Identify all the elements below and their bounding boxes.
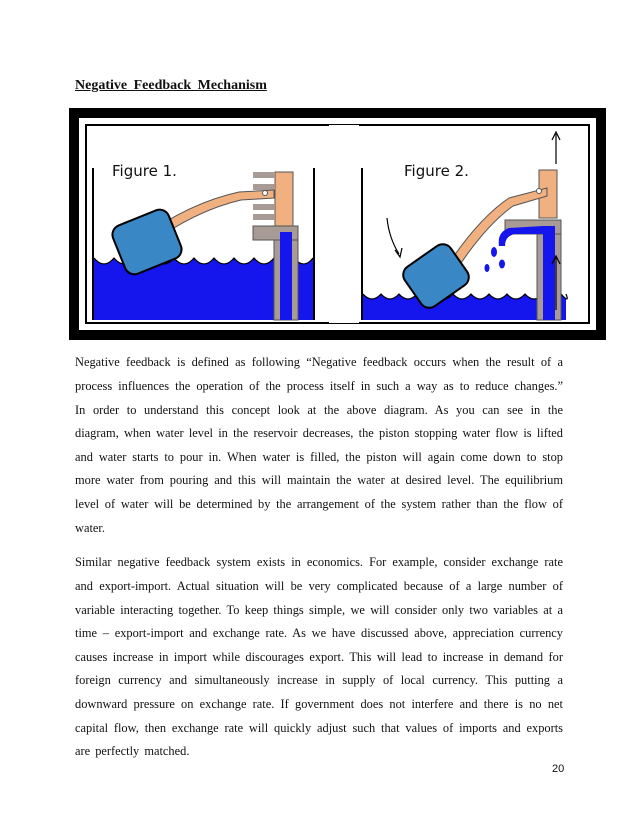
paragraph-definition: Negative feedback is defined as following “Negative feedback occurs when the result of a process influences the operation of the process itself in such a way as to reduce changes.” In order to understand this concept look at the above diagram. As you can see in the diagram, when water level in the reservoir decreases, the piston stopping water flow is lifted and water starts to pour in. When water is filled, the piston will again come down to stop more water from pouring and this will maintain the water at desired level. The equilibrium level of water will be determined by the arrangement of the system rather than the flow of water. [75,355,563,535]
figure-1-valve [275,172,293,226]
paragraph-economics: Similar negative feedback system exists in economics. For example, consider exchange rate and export-import. Actual situation will be very complicated because of a large number of variable interacting together. To keep things simple, we will consider only two variables at a time – export-import and exchange rate. As we have discussed above, appreciation currency causes increase in import while discourages export. This will lead to increase in demand for foreign currency and simultaneously increase in supply of local currency. This putting a downward pressure on exchange rate. If government does not interfere and there is no net capital flow, then exchange rate will quickly adjust such that values of imports and exports are perfectly matched. [75,555,563,759]
figure-1-label: Figure 1. [112,162,177,180]
figure-2-label: Figure 2. [404,162,469,180]
page-heading: Negative Feedback Mechanism [75,78,267,93]
figure-divider [329,125,359,323]
feedback-figure [69,108,606,340]
water-drop [491,247,497,257]
page-number: 20 [552,763,565,775]
